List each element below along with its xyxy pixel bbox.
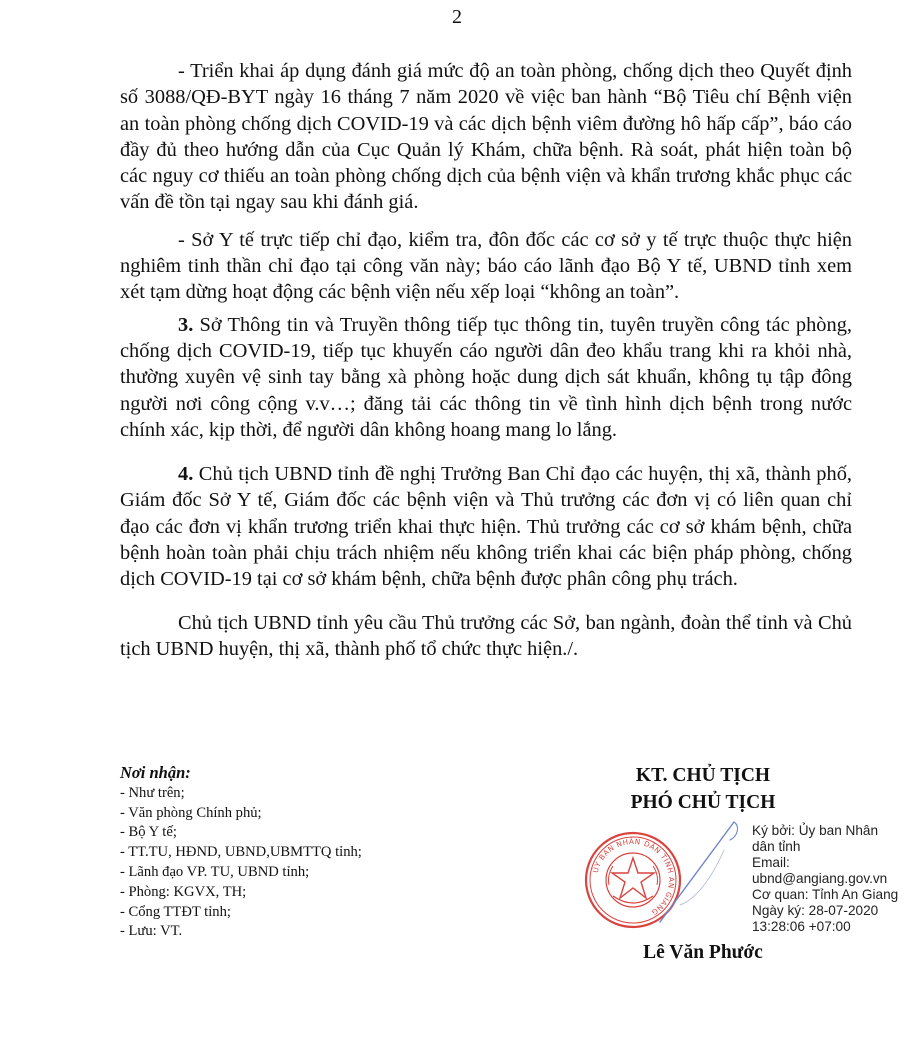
recipient-item: - TT.TU, HĐND, UBND,UBMTTQ tỉnh; (120, 844, 362, 861)
signer-name: Lê Văn Phước (643, 942, 763, 963)
recipient-item: - Như trên; (120, 784, 185, 801)
digital-signature-info (752, 823, 898, 935)
paragraph: 4. Chủ tịch UBND tỉnh đề nghị Trưởng Ban Chỉ đạo các huyện, thị xã, thành phố, Giám đốc Sở Y tế, Giám đốc các bệnh viện và Thủ trưởng các đơn vị có liên quan chỉ đạo các đơn vị khẩn trương triển khai thực hiện. Thủ trưởng các cơ sở khám bệnh, chữa bệnh hoàn toàn phải chịu trách nhiệm nếu không triển khai các biện pháp phòng, chống dịch COVID-19 tại cơ sở khám bệnh, chữa bệnh được phân công phụ trách. (120, 463, 852, 591)
paragraph: 3. Sở Thông tin và Truyền thông tiếp tục thông tin, tuyên truyền công tác phòng, chống dịch COVID-19, tiếp tục khuyến cáo người dân đeo khẩu trang khi ra khỏi nhà, thường xuyên vệ sinh tay bằng xà phòng hoặc dung dịch sát khuẩn, không tụ tập đông người nơi công cộng v.v…; đăng tải các thông tin về tình hình dịch bệnh trong nước chính xác, kịp thời, để người dân không hoang mang lo lắng. (120, 313, 852, 441)
signature-stroke-icon (650, 810, 760, 930)
recipients-block (120, 763, 362, 942)
recipient-item: - Văn phòng Chính phủ; (120, 804, 262, 821)
signature-title-block (588, 762, 818, 816)
digital-signature-line: ubnd@angiang.gov.vn (752, 871, 888, 886)
digital-signature-line: Ngày ký: 28-07-2020 (752, 903, 879, 918)
digital-signature-line: Cơ quan: Tỉnh An Giang (752, 887, 899, 902)
digital-signature-line: 13:28:06 +07:00 (752, 919, 851, 934)
digital-signature-line: dân tỉnh (752, 839, 801, 854)
recipient-item: - Phòng: KGVX, TH; (120, 883, 247, 900)
signature-title-line1: KT. CHỦ TỊCH (635, 765, 771, 786)
paragraph: - Triển khai áp dụng đánh giá mức độ an toàn phòng, chống dịch theo Quyết định số 3088/QĐ-BYT ngày 16 tháng 7 năm 2020 về việc ban hành “Bộ Tiêu chí Bệnh viện an toàn phòng chống dịch COVID-19 và các dịch bệnh viêm đường hô hấp cấp”, báo cáo đầy đủ theo hướng dẫn của Cục Quản lý Khám, chữa bệnh. Rà soát, phát hiện toàn bộ các nguy cơ thiếu an toàn phòng chống dịch của bệnh viện và khẩn trương khắc phục các vấn đề tồn tại ngay sau khi đánh giá. (120, 60, 852, 214)
page-number: 2 (452, 6, 462, 28)
paragraph: Chủ tịch UBND tỉnh yêu cầu Thủ trưởng các Sở, ban ngành, đoàn thể tỉnh và Chủ tịch UBND huyện, thị xã, thành phố tổ chức thực hiện./. (120, 611, 852, 660)
svg-text:ỦY BAN NHÂN DÂN TỈNH AN GIANG: ỦY BAN NHÂN DÂN TỈNH AN GIANG (590, 836, 677, 918)
recipient-item: - Bộ Y tế; (120, 824, 177, 841)
recipient-item: - Lãnh đạo VP. TU, UBND tỉnh; (120, 863, 310, 880)
document-body (120, 58, 852, 673)
paragraph: - Sở Y tế trực tiếp chỉ đạo, kiểm tra, đôn đốc các cơ sở y tế trực thuộc thực hiện nghiêm tinh thần chỉ đạo tại công văn này; báo cáo lãnh đạo Bộ Y tế, UBND tỉnh xem xét tạm dừng hoạt động các bệnh viện nếu xếp loại “không an toàn”. (120, 228, 852, 304)
recipients-title: Nơi nhận: (120, 763, 191, 782)
signature-title-line2: PHÓ CHỦ TỊCH (630, 792, 776, 813)
recipient-item: - Cổng TTĐT tỉnh; (120, 903, 231, 920)
recipient-item: - Lưu: VT. (120, 923, 183, 940)
digital-signature-line: Ký bởi: Ủy ban Nhân (752, 823, 879, 838)
digital-signature-line: Email: (752, 855, 790, 870)
